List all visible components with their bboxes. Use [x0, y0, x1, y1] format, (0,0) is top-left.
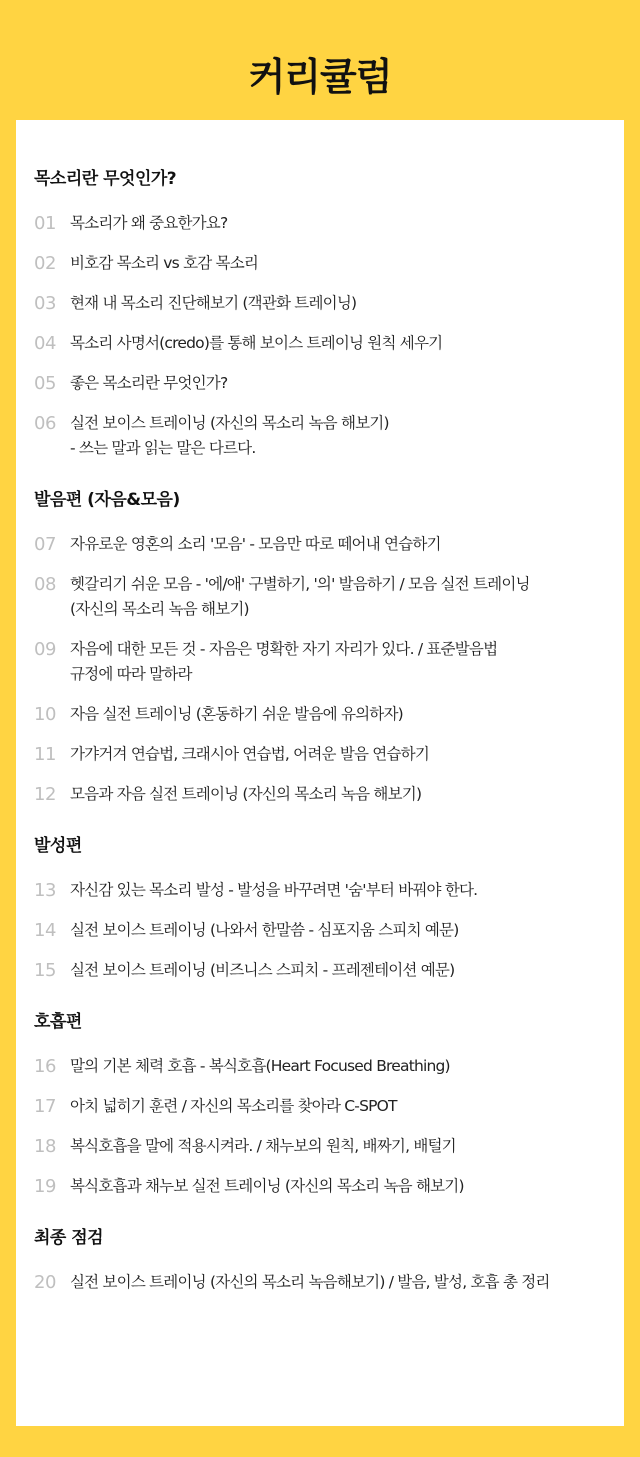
list-item	[34, 1094, 606, 1119]
curriculum-section	[34, 485, 606, 807]
list-item	[34, 331, 606, 356]
item-text: 자유로운 영혼의 소리 '모음' - 모음만 따로 떼어내 연습하기	[70, 535, 441, 553]
item-number: 18	[34, 1136, 56, 1157]
list-item	[34, 572, 606, 622]
curriculum-section	[34, 1223, 606, 1295]
list-item	[34, 1054, 606, 1079]
item-text: 실전 보이스 트레이닝 (비즈니스 스피치 - 프레젠테이션 예문)	[70, 961, 455, 979]
item-text: 헷갈리기 쉬운 모음 - '에/애' 구별하기, '의' 발음하기 / 모음 실전 트레이닝 (자신의 목소리 녹음 해보기)	[70, 575, 530, 618]
list-item	[34, 702, 606, 727]
curriculum-section	[34, 164, 606, 461]
curriculum-section	[34, 831, 606, 983]
item-number: 20	[34, 1272, 56, 1293]
item-text: 실전 보이스 트레이닝 (나와서 한말씀 - 심포지움 스피치 예문)	[70, 921, 459, 939]
section-title: 발음편 (자음&모음)	[34, 490, 180, 510]
item-number: 16	[34, 1056, 56, 1077]
section-title: 호흡편	[34, 1012, 82, 1032]
item-text: 자음에 대한 모든 것 - 자음은 명확한 자기 자리가 있다. / 표준발음법 규정에 따라 말하라	[70, 640, 498, 683]
section-title: 최종 점검	[34, 1228, 104, 1248]
item-number: 17	[34, 1096, 56, 1117]
item-number: 05	[34, 373, 56, 394]
item-text: 아치 넓히기 훈련 / 자신의 목소리를 찾아라 C-SPOT	[70, 1097, 397, 1115]
item-number: 09	[34, 639, 56, 660]
list-item	[34, 1134, 606, 1159]
page-title: 커리큘럼	[248, 55, 392, 99]
item-number: 19	[34, 1176, 56, 1197]
item-text: 모음과 자음 실전 트레이닝 (자신의 목소리 녹음 해보기)	[70, 785, 422, 803]
list-item	[34, 411, 606, 461]
list-item	[34, 371, 606, 396]
list-item	[34, 878, 606, 903]
list-item	[34, 958, 606, 983]
list-item	[34, 782, 606, 807]
item-text: 비호감 목소리 vs 호감 목소리	[70, 254, 259, 272]
item-number: 04	[34, 333, 56, 354]
list-item	[34, 291, 606, 316]
list-item	[34, 251, 606, 276]
list-item	[34, 637, 606, 687]
item-number: 13	[34, 880, 56, 901]
list-item	[34, 532, 606, 557]
item-number: 07	[34, 534, 56, 555]
curriculum-section	[34, 1007, 606, 1199]
curriculum-card	[16, 120, 624, 1426]
item-text: 자신감 있는 목소리 발성 - 발성을 바꾸려면 '숨'부터 바꿔야 한다.	[70, 881, 478, 899]
item-number: 15	[34, 960, 56, 981]
item-number: 08	[34, 574, 56, 595]
item-text: 목소리가 왜 중요한가요?	[70, 214, 228, 232]
list-item	[34, 211, 606, 236]
item-text: 복식호흡을 말에 적용시켜라. / 채누보의 원칙, 배짜기, 배털기	[70, 1137, 456, 1155]
item-text: 말의 기본 체력 호흡 - 복식호흡(Heart Focused Breathing)	[70, 1057, 450, 1075]
item-number: 06	[34, 413, 56, 434]
list-item	[34, 1270, 606, 1295]
section-title: 발성편	[34, 836, 82, 856]
list-item	[34, 1174, 606, 1199]
item-number: 03	[34, 293, 56, 314]
item-text: 복식호흡과 채누보 실전 트레이닝 (자신의 목소리 녹음 해보기)	[70, 1177, 464, 1195]
list-item	[34, 918, 606, 943]
list-item	[34, 742, 606, 767]
item-text: 자음 실전 트레이닝 (혼동하기 쉬운 발음에 유의하자)	[70, 705, 403, 723]
section-title: 목소리란 무엇인가?	[34, 169, 177, 189]
item-number: 12	[34, 784, 56, 805]
item-text: 가갸거겨 연습법, 크래시아 연습법, 어려운 발음 연습하기	[70, 745, 429, 763]
item-text: 실전 보이스 트레이닝 (자신의 목소리 녹음해보기) / 발음, 발성, 호흡 총 정리	[70, 1273, 550, 1291]
item-number: 02	[34, 253, 56, 274]
item-text: 현재 내 목소리 진단해보기 (객관화 트레이닝)	[70, 294, 357, 312]
item-number: 14	[34, 920, 56, 941]
item-text: 목소리 사명서(credo)를 통해 보이스 트레이닝 원칙 세우기	[70, 334, 443, 352]
item-number: 01	[34, 213, 56, 234]
item-text: 좋은 목소리란 무엇인가?	[70, 374, 228, 392]
item-text: 실전 보이스 트레이닝 (자신의 목소리 녹음 해보기) - 쓰는 말과 읽는 말은 다르다.	[70, 414, 389, 457]
item-number: 10	[34, 704, 56, 725]
item-number: 11	[34, 744, 56, 765]
